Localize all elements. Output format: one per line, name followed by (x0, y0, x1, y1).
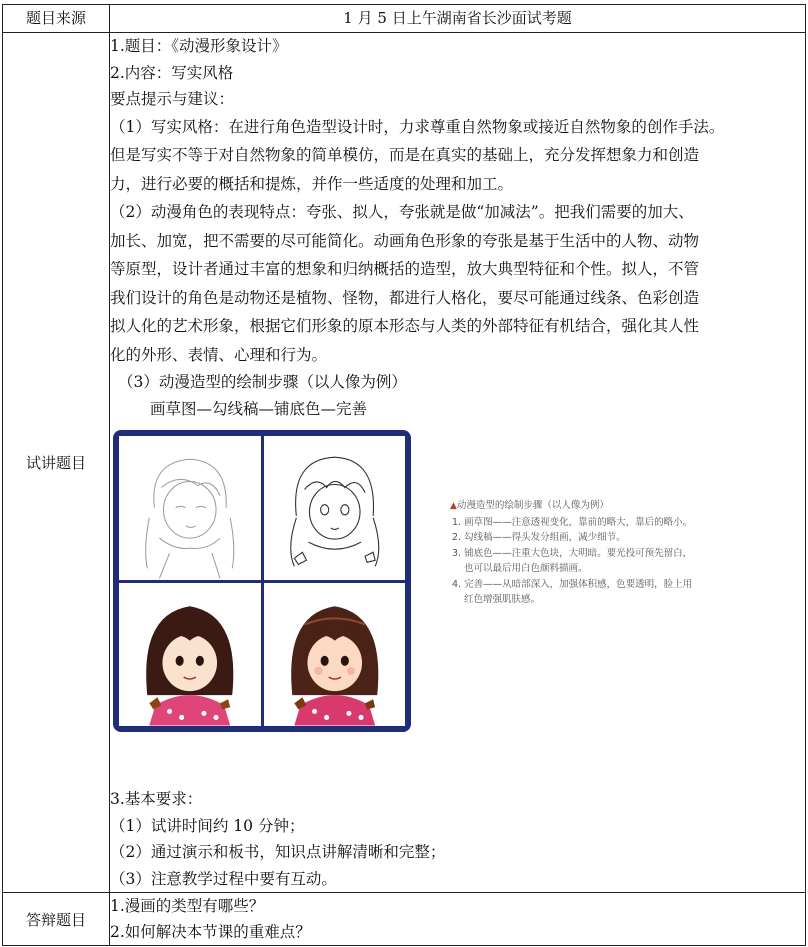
tips-heading: 要点提示与建议： (110, 90, 235, 108)
finished-panel (264, 583, 406, 727)
basecolor-panel (119, 583, 261, 727)
sketch-girl-image (119, 436, 261, 580)
steps-heading: （3）动漫造型的绘制步骤（以人像为例） (118, 373, 407, 391)
finished-girl-image (264, 583, 406, 727)
content-line: 2.内容：写实风格 (110, 63, 234, 82)
figure-note-item: 2. 勾线稿——得头发分组画，减少细节。 (452, 532, 626, 543)
lecture-content (110, 33, 806, 893)
figure-note-item: 3. 铺底色——注重大色块，大明暗。要光投可预先留白，也可以最后用白色颜料描画。 (452, 547, 693, 574)
exam-table (2, 4, 806, 946)
figure-note-item: 4. 完善——从暗部深入，加强体积感，色要透明，脸上用红色增强肌肤感。 (452, 578, 693, 605)
sketch-panel (119, 436, 261, 580)
lineart-girl-image (264, 436, 406, 580)
defense-content (110, 893, 806, 946)
figure-notes-title: ▲动漫造型的绘制步骤（以人像为例） (450, 500, 609, 511)
lecture-row (3, 33, 806, 893)
header-row (3, 5, 806, 33)
source-label: 题目来源 (3, 5, 110, 33)
paragraph-realistic: （1）写实风格：在进行角色造型设计时，力求尊重自然物象或接近自然物象的创作手法。 但是写实不等于对自然物象的简单模仿，而是在真实的基础上，充分发挥想象力和创造 力，进行必要的概括和提炼，并作一些适度的处理和加工。 (110, 117, 725, 193)
steps-sequence: 画草图—勾线稿—铺底色—完善 (150, 399, 368, 418)
question-item: 2.如何解决本节课的重难点？ (110, 923, 311, 941)
figure-notes (450, 498, 700, 608)
requirement-item: （1）试讲时间约 10 分钟； (110, 816, 305, 835)
question-item: 1.漫画的类型有哪些？ (110, 897, 265, 915)
figure-note-item: 1. 画草图——注意透视变化，靠前的略大，靠后的略小。 (452, 516, 693, 528)
basecolor-girl-image (119, 583, 261, 727)
defense-row (3, 893, 806, 946)
source-value: 1 月 5 日上午湖南省长沙面试考题 (110, 5, 806, 33)
figure-frame (113, 430, 411, 732)
requirement-item: （2）通过演示和板书，知识点讲解清晰和完整； (110, 843, 446, 861)
defense-label: 答辩题目 (3, 893, 110, 946)
requirement-item: （3）注意教学过程中要有互动。 (110, 869, 337, 888)
paragraph-features: （2）动漫角色的表现特点：夸张、拟人，夸张就是做“加减法”。把我们需要的加大、 加长、加宽，把不需要的尽可能简化。动画角色形象的夸张是基于生活中的人物、动物 等原型，设计者通过丰富的想象和归纳概括的造型，放大典型特征和个性。拟人，不管 我们设计的角色是动物还是植物、怪物，都进行人格化，要尽可能通过线条、色彩创造 拟人化的艺术形象，根据它们形象的原本形态与人类的外部特征有机结合，强化其人性 化的外形、表情、心理和行为。 (110, 203, 700, 364)
lecture-label: 试讲题目 (3, 33, 110, 893)
topic-line: 1.题目：《动漫形象设计》 (110, 37, 288, 55)
triangle-icon: ▲ (450, 501, 457, 511)
requirements-heading: 3.基本要求： (110, 790, 203, 808)
lineart-panel (264, 436, 406, 580)
drawing-steps-figure (110, 428, 805, 786)
